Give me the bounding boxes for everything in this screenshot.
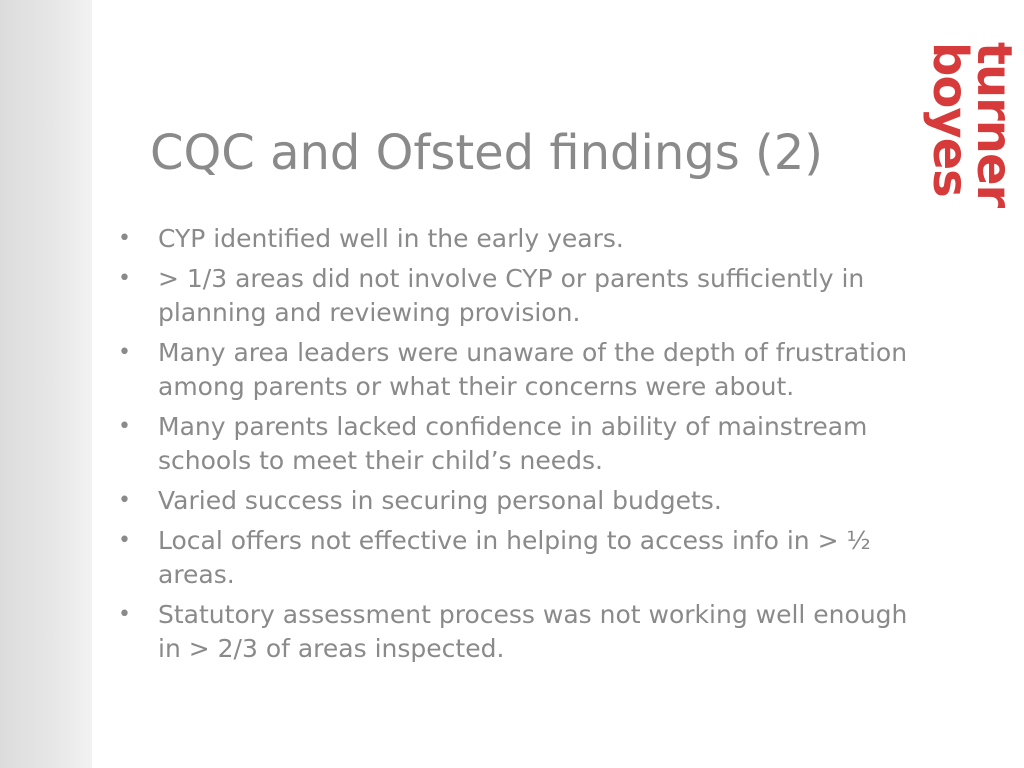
bullet-text: CYP identified well in the early years. xyxy=(158,224,624,253)
bullet-text: > 1/3 areas did not involve CYP or parents sufficiently in planning and reviewing provision. xyxy=(158,264,865,327)
bullet-glyph: • xyxy=(118,266,131,291)
logo-line-1: turner xyxy=(966,42,1022,208)
bullet-glyph: • xyxy=(118,226,131,251)
left-decorative-band xyxy=(0,0,92,768)
bullet-text: Many area leaders were unaware of the depth of frustration among parents or what their concerns were about. xyxy=(158,338,908,401)
bullet-item xyxy=(118,222,908,256)
logo-line-2: boyes xyxy=(922,42,978,197)
bullet-text: Local offers not effective in helping to access info in > ½ areas. xyxy=(158,526,871,589)
bullet-glyph: • xyxy=(118,414,131,439)
bullet-item xyxy=(118,262,908,330)
bullet-item xyxy=(118,484,908,518)
logo-graphic xyxy=(893,40,1022,208)
bullet-list xyxy=(118,222,908,672)
bullet-text: Many parents lacked confidence in ability of mainstream schools to meet their child’s needs. xyxy=(158,412,868,475)
bullet-text: Statutory assessment process was not working well enough in > 2/3 of areas inspected. xyxy=(158,600,908,663)
bullet-text: Varied success in securing personal budgets. xyxy=(158,486,722,515)
bullet-glyph: • xyxy=(118,488,131,513)
bullet-glyph: • xyxy=(118,602,131,627)
bullet-glyph: • xyxy=(118,528,131,553)
bullet-item xyxy=(118,336,908,404)
slide-title: CQC and Ofsted findings (2) xyxy=(150,125,824,181)
company-logo xyxy=(893,40,1022,208)
bullet-item xyxy=(118,410,908,478)
bullet-item xyxy=(118,524,908,592)
bullet-item xyxy=(118,598,908,666)
bullet-glyph: • xyxy=(118,340,131,365)
